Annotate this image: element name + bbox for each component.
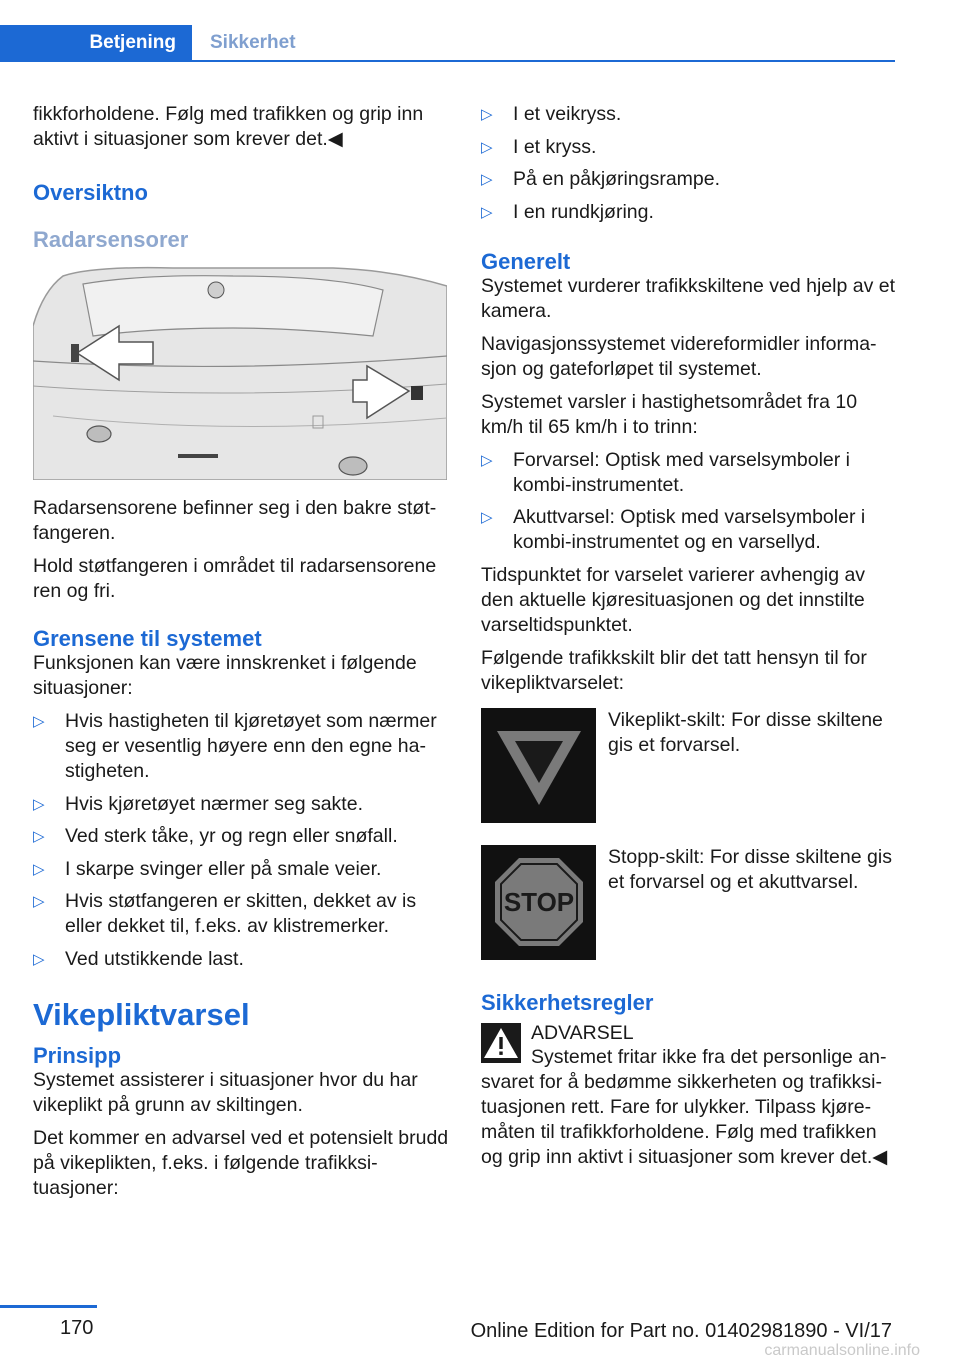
- yield-sign-row: [481, 708, 901, 823]
- stop-sign-icon: [481, 845, 596, 960]
- list-item: ▷ Ved utstikkende last.: [33, 947, 244, 970]
- warning-label: ADVARSEL: [531, 1021, 634, 1044]
- stop-sign-description: Stopp-skilt: For disse skiltene gis et forvarsel og et akuttvarsel.: [608, 845, 892, 893]
- list-item: ▷ I en rundkjøring.: [481, 200, 654, 223]
- grenser-list: [33, 709, 451, 972]
- warning-text: Systemet fritar ikke fra det personlige an-svaret for å bedømme sikkerheten og trafikksi-tuasjonen rett. Fare for ulykker. Tilpass kjøre-måten til trafikkforholdene. Følg med trafikken og grip inn aktivt i situasjoner som krever det.◀: [481, 1045, 888, 1168]
- generelt-paragraph-4: Tidspunktet for varselet varierer avhengig av den aktuelle kjøresituasjonen og det innstilte varseltidspunktet.: [481, 563, 866, 636]
- intro-paragraph: fikkforholdene. Følg med trafikken og grip inn aktivt i situasjoner som krever det.◀: [33, 103, 424, 150]
- radar-paragraph-2: Hold støtfangeren i området til radarsensorene ren og fri.: [33, 555, 437, 602]
- heading-oversikt: Oversiktno: [33, 180, 148, 205]
- generelt-paragraph-5: Følgende trafikkskilt blir det tatt hensyn til for vikepliktvarselet:: [481, 646, 867, 694]
- stop-sign-row: [481, 845, 901, 960]
- list-item: ▷ I et veikryss.: [481, 103, 622, 125]
- heading-generelt: Generelt: [481, 248, 571, 274]
- prinsipp-paragraph-2: Det kommer en advarsel ved et potensielt brudd på vikeplikten, f.eks. i følgende trafikksi-tuasjoner:: [33, 1126, 449, 1199]
- triangle-bullet-icon: ▷: [481, 451, 493, 469]
- heading-vikepliktvarsel: Vikepliktvarsel: [33, 996, 250, 1032]
- list-item: ▷ Akuttvarsel: Optisk med varselsymboler i kombi-instrumentet og en varsellyd.: [481, 506, 866, 553]
- heading-sikkerhetsregler: Sikkerhetsregler: [481, 989, 654, 1015]
- warning-triangle-icon: [481, 1023, 521, 1063]
- triangle-bullet-icon: ▷: [481, 509, 493, 526]
- list-item: ▷ Hvis kjøretøyet nærmer seg sakte.: [33, 792, 363, 815]
- triangle-bullet-icon: ▷: [33, 860, 45, 878]
- list-item: ▷ Ved sterk tåke, yr og regn eller snøfall.: [33, 825, 398, 847]
- left-column: [33, 102, 451, 1209]
- heading-grensene: Grensene til systemet: [33, 626, 262, 651]
- page-number: 170: [60, 1317, 94, 1339]
- list-item: ▷ I et kryss.: [481, 135, 597, 158]
- triangle-bullet-icon: ▷: [33, 950, 45, 968]
- list-item: ▷ På en påkjøringsrampe.: [481, 168, 721, 190]
- header-divider: [0, 60, 895, 62]
- grenser-intro: Funksjonen kan være innskrenket i følgende situasjoner:: [33, 652, 417, 699]
- radar-paragraph-1: Radarsensorene befinner seg i den bakre støt-fangeren.: [33, 497, 437, 544]
- stop-sign-label: STOP: [503, 887, 574, 917]
- list-item: ▷ Hvis støtfangeren er skitten, dekket av is eller dekket til, f.eks. av klistremerker.: [33, 890, 417, 937]
- triangle-bullet-icon: ▷: [481, 171, 493, 188]
- list-item: ▷ I skarpe svinger eller på smale veier.: [33, 857, 382, 880]
- list-item: ▷ Forvarsel: Optisk med varselsymboler i kombi-instrumentet.: [481, 448, 851, 496]
- prinsipp-paragraph-1: Systemet assisterer i situasjoner hvor du har vikeplikt på grunn av skiltingen.: [33, 1068, 418, 1116]
- triangle-bullet-icon: ▷: [33, 893, 45, 910]
- generelt-paragraph-1: Systemet vurderer trafikkskiltene ved hjelp av et kamera.: [481, 274, 896, 322]
- triangle-bullet-icon: ▷: [33, 795, 45, 813]
- footer-divider: [0, 1305, 97, 1308]
- generelt-paragraph-2: Navigasjonssystemet videreformidler informa-sjon og gateforløpet til systemet.: [481, 332, 877, 380]
- list-item: ▷ Hvis hastigheten til kjøretøyet som nærmer seg er vesentlig høyere enn den egne ha-stigheten.: [33, 710, 437, 782]
- yield-sign-icon: [481, 708, 596, 823]
- triangle-bullet-icon: ▷: [33, 713, 45, 730]
- triangle-bullet-icon: ▷: [33, 828, 45, 845]
- tab-betjening[interactable]: Betjening: [0, 25, 192, 61]
- right-column: [481, 102, 901, 1178]
- triangle-bullet-icon: ▷: [481, 138, 493, 156]
- warning-stage-list: [481, 448, 901, 556]
- tab-sikkerhet[interactable]: Sikkerhet: [210, 32, 296, 53]
- triangle-bullet-icon: ▷: [481, 106, 493, 123]
- watermark: carmanualsonline.info: [764, 1342, 920, 1359]
- section-tabs: [0, 25, 312, 61]
- generelt-paragraph-3: Systemet varsler i hastighetsområdet fra 10 km/h til 65 km/h i to trinn:: [481, 390, 858, 438]
- rear-bumper-radar-illustration: [33, 266, 447, 480]
- situation-list: [481, 102, 901, 225]
- edition-note: Online Edition for Part no. 01402981890 - VI/17: [470, 1320, 892, 1342]
- triangle-bullet-icon: ▷: [481, 203, 493, 221]
- heading-prinsipp: Prinsipp: [33, 1042, 122, 1068]
- yield-sign-description: Vikeplikt-skilt: For disse skiltene gis et forvarsel.: [608, 708, 883, 756]
- heading-radarsensorer: Radarsensorer: [33, 227, 189, 252]
